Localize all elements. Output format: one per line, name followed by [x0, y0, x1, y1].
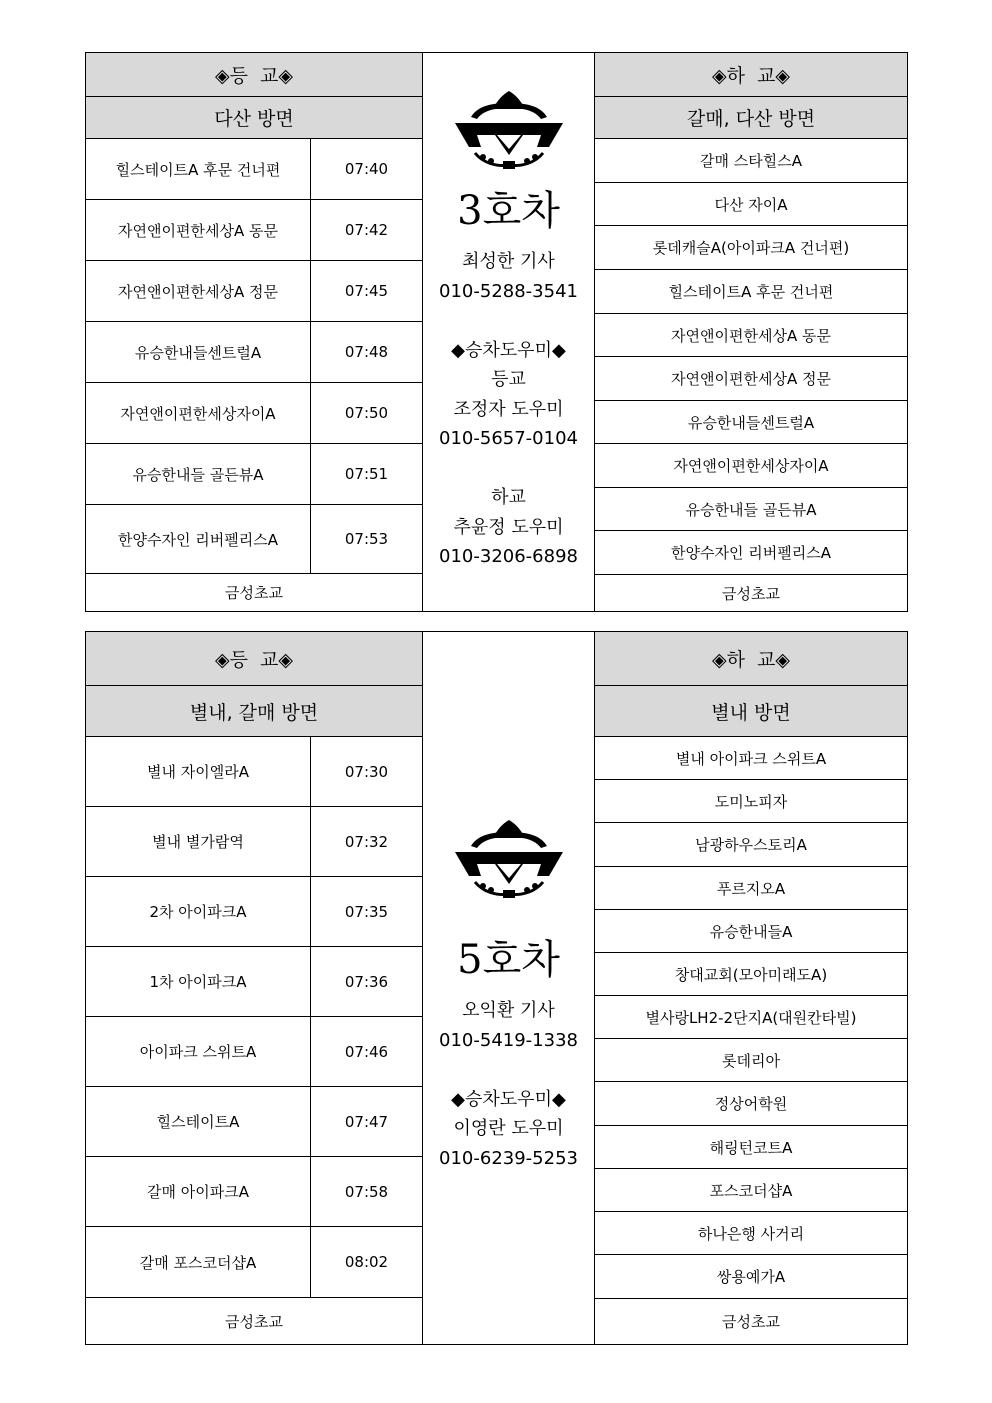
stop-name: 한양수자인 리버펠리스A	[86, 505, 311, 573]
afternoon-helper-phone: 010-3206-6898	[439, 546, 578, 567]
route-header: 별내 방면	[595, 686, 907, 737]
bus-number: 3호차	[457, 188, 560, 234]
afternoon-column	[595, 632, 907, 1344]
helper-title: ◆승차도우미◆	[451, 339, 566, 361]
stop-time: 07:53	[344, 530, 389, 548]
stop-time: 07:45	[344, 282, 389, 300]
list-item: 자연앤이편한세상A 정문	[595, 357, 907, 401]
stop-time: 07:51	[344, 465, 389, 483]
contact-info	[439, 996, 578, 1173]
list-item: 하나은행 사거리	[595, 1212, 907, 1255]
stop-row	[86, 261, 422, 322]
driver-name: 최성한 기사	[462, 251, 555, 272]
stop-name: 2차 아이파크A	[86, 877, 311, 946]
stop-row	[86, 200, 422, 261]
stop-list	[86, 139, 422, 574]
list-item: 자연앤이편한세상자이A	[595, 444, 907, 488]
stop-time: 07:32	[344, 832, 389, 851]
list-item: 롯데리아	[595, 1039, 907, 1082]
stop-name: 힐스테이트A 후문 건너편	[86, 139, 311, 199]
stop-list	[595, 737, 907, 1299]
stop-row	[86, 1227, 422, 1297]
stop-name: 자연앤이편한세상A 정문	[86, 261, 311, 321]
bus-info-column	[423, 53, 595, 611]
stop-time: 07:58	[344, 1182, 389, 1201]
stop-name: 별내 별가람역	[86, 807, 311, 876]
stop-row	[86, 322, 422, 383]
list-item: 푸르지오A	[595, 867, 907, 910]
list-item: 유승한내들센트럴A	[595, 401, 907, 444]
stop-name: 갈매 포스코더샵A	[86, 1227, 311, 1297]
helper-phone: 010-6239-5253	[439, 1147, 578, 1169]
bus-3-schedule	[85, 52, 908, 612]
stop-time: 07:36	[344, 972, 389, 991]
afternoon-label: 하교	[491, 487, 526, 508]
route-header: 갈매, 다산 방면	[595, 97, 907, 139]
stop-row	[86, 877, 422, 947]
destination: 금성초교	[225, 1312, 283, 1331]
stop-name: 갈매 아이파크A	[86, 1157, 311, 1226]
stop-row	[86, 505, 422, 574]
list-item: 별내 아이파크 스위트A	[595, 737, 907, 780]
stop-list	[595, 139, 907, 575]
list-item: 갈매 스타힐스A	[595, 139, 907, 183]
school-emblem-icon	[453, 89, 565, 171]
list-item: 유승한내들 골든뷰A	[595, 488, 907, 531]
contact-info	[439, 247, 578, 572]
stop-name: 아이파크 스위트A	[86, 1017, 311, 1086]
stop-name: 별내 자이엘라A	[86, 737, 311, 806]
list-item: 한양수자인 리버펠리스A	[671, 544, 831, 562]
destination: 금성초교	[722, 1313, 780, 1331]
stop-time: 07:35	[344, 902, 389, 921]
stop-name: 자연앤이편한세상A 동문	[86, 200, 311, 260]
list-item: 창대교회(모아미래도A)	[595, 953, 907, 996]
stop-name: 자연앤이편한세상자이A	[86, 383, 311, 443]
helper-title: ◆승차도우미◆	[451, 1088, 566, 1110]
stop-time: 07:30	[344, 762, 389, 781]
destination: 금성초교	[722, 584, 780, 603]
afternoon-column	[595, 53, 907, 611]
destination: 금성초교	[225, 584, 283, 602]
stop-row	[86, 1017, 422, 1087]
list-item: 다산 자이A	[595, 183, 907, 226]
stop-time: 07:48	[344, 343, 389, 361]
stop-time: 08:02	[344, 1253, 389, 1271]
stop-name: 1차 아이파크A	[86, 947, 311, 1016]
stop-list	[86, 737, 422, 1298]
list-item: 쌍용예가A	[716, 1268, 786, 1286]
list-item: 해링턴코트A	[595, 1126, 907, 1169]
list-item: 힐스테이트A 후문 건너편	[595, 270, 907, 314]
section-header-morning: ◈등 교◈	[86, 53, 422, 97]
school-emblem-icon	[453, 818, 565, 900]
helper-name: 이영란 도우미	[453, 1118, 564, 1139]
list-item: 남광하우스토리A	[595, 823, 907, 867]
morning-column	[86, 53, 423, 611]
stop-time: 07:47	[344, 1112, 389, 1131]
morning-helper: 조정자 도우미	[453, 398, 564, 420]
stop-row	[86, 1087, 422, 1157]
section-header-afternoon: ◈하 교◈	[595, 632, 907, 686]
section-header-afternoon: ◈하 교◈	[595, 53, 907, 97]
morning-column	[86, 632, 423, 1344]
driver-phone: 010-5288-3541	[439, 280, 578, 302]
bus-number: 5호차	[457, 937, 560, 983]
driver-name: 오익환 기사	[462, 1000, 555, 1021]
stop-name: 힐스테이트A	[86, 1087, 311, 1156]
morning-helper-phone: 010-5657-0104	[439, 428, 578, 449]
afternoon-helper: 추윤정 도우미	[453, 516, 564, 538]
stop-row	[86, 139, 422, 200]
stop-row	[86, 444, 422, 505]
route-header: 다산 방면	[86, 97, 422, 139]
bus-5-schedule	[85, 631, 908, 1345]
stop-time: 07:40	[344, 160, 389, 178]
list-item: 유승한내들A	[595, 910, 907, 953]
route-header: 별내, 갈매 방면	[86, 686, 422, 737]
stop-row	[86, 807, 422, 877]
stop-name: 유승한내들센트럴A	[86, 322, 311, 382]
section-header-morning: ◈등 교◈	[86, 632, 422, 686]
stop-time: 07:42	[344, 221, 389, 239]
list-item: 도미노피자	[595, 780, 907, 823]
driver-phone: 010-5419-1338	[439, 1029, 578, 1051]
list-item: 정상어학원	[595, 1082, 907, 1126]
list-item: 포스코더샵A	[595, 1169, 907, 1212]
stop-row	[86, 383, 422, 444]
list-item: 롯데캐슬A(아이파크A 건너편)	[595, 226, 907, 270]
list-item: 별사랑LH2-2단지A(대원칸타빌)	[595, 996, 907, 1039]
stop-time: 07:50	[344, 404, 389, 422]
list-item: 자연앤이편한세상A 동문	[595, 314, 907, 357]
bus-info-column	[423, 632, 595, 1344]
stop-row	[86, 947, 422, 1017]
stop-row	[86, 737, 422, 807]
morning-label: 등교	[491, 369, 526, 390]
stop-time: 07:46	[344, 1042, 389, 1061]
stop-name: 유승한내들 골든뷰A	[86, 444, 311, 504]
stop-row	[86, 1157, 422, 1227]
